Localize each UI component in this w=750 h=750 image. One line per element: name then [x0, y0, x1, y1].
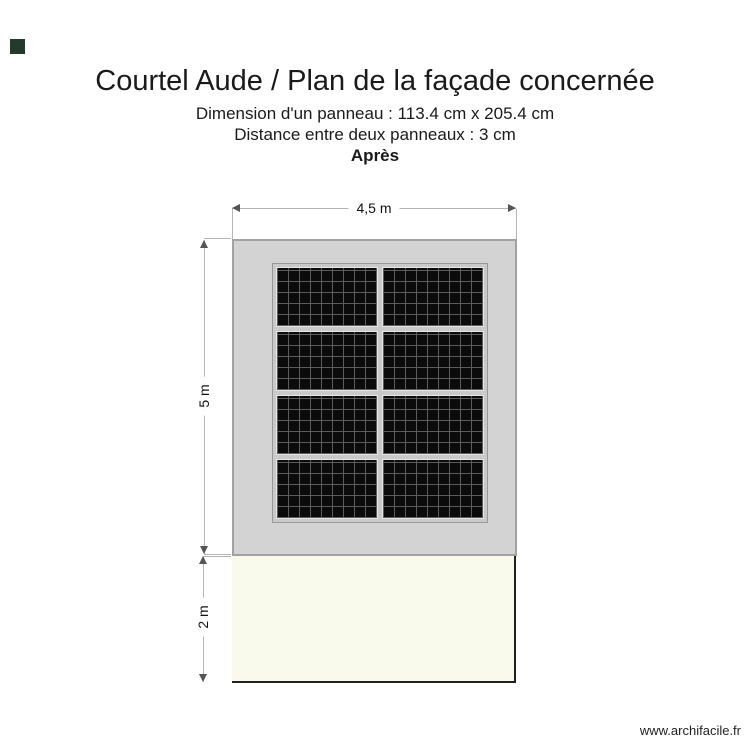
facade-height-extension-top: [204, 238, 231, 239]
facade-height-dimension-label: 5 m: [195, 376, 213, 415]
solar-panel: [382, 331, 484, 391]
arrow-left-icon: [232, 204, 240, 212]
logo-mark: [10, 39, 25, 54]
solar-panel: [382, 267, 484, 327]
base-height-dimension-label: 2 m: [194, 597, 212, 636]
arrow-down-icon: [200, 546, 208, 554]
arrow-up-icon: [200, 240, 208, 248]
solar-panel: [276, 267, 378, 327]
solar-panel: [276, 459, 378, 519]
arrow-up-icon: [199, 556, 207, 564]
watermark-url: www.archifacile.fr: [639, 723, 741, 738]
width-dimension-extension-left: [232, 209, 233, 239]
base-height-extension-top: [203, 556, 231, 557]
facade-height-extension-bottom: [204, 554, 231, 555]
solar-panel: [276, 395, 378, 455]
width-dimension-extension-right: [516, 209, 517, 239]
width-dimension-label: 4,5 m: [348, 199, 399, 217]
solar-panel: [382, 395, 484, 455]
page-title: Courtel Aude / Plan de la façade concernée: [95, 65, 655, 97]
solar-panel-array: [272, 263, 488, 523]
base-rectangle: [232, 556, 516, 683]
solar-panel: [382, 459, 484, 519]
state-label: Après: [350, 146, 400, 165]
arrow-down-icon: [199, 674, 207, 682]
panel-dimension-note: Dimension d'un panneau : 113.4 cm x 205.4 cm: [195, 104, 555, 123]
arrow-right-icon: [508, 204, 516, 212]
solar-panel: [276, 331, 378, 391]
panel-spacing-note: Distance entre deux panneaux : 3 cm: [234, 125, 516, 144]
